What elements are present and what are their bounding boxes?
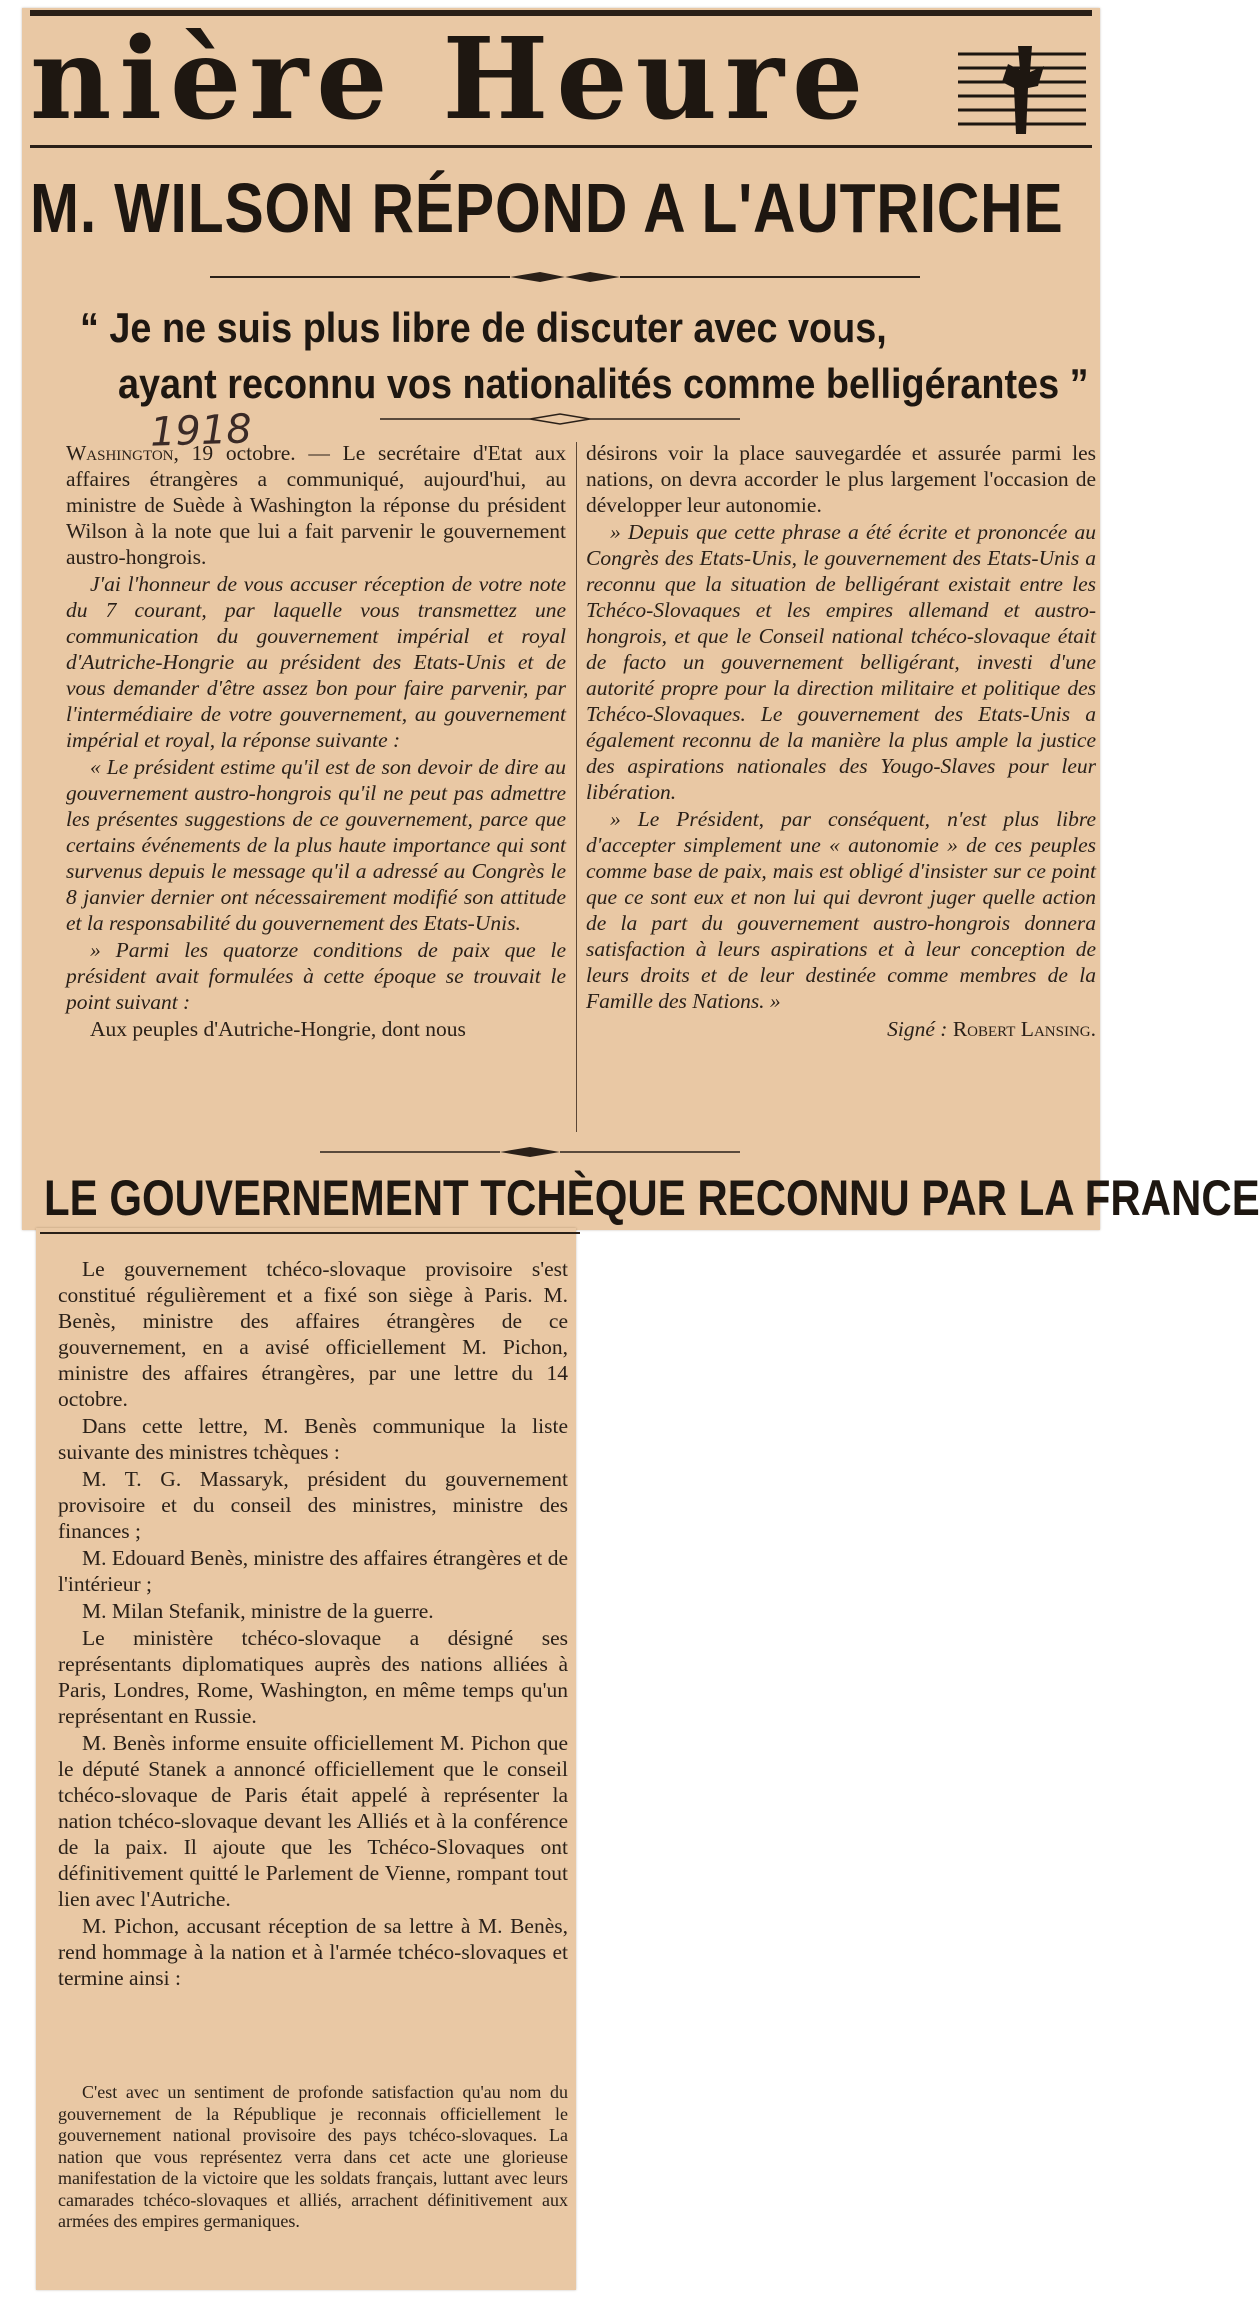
signature: Signé : Robert Lansing. <box>887 1017 1096 1041</box>
article-paragraph: Washington, 19 octobre. — Le secrétaire d'Etat aux affaires étrangères a communiqué, aujourd'hui, au ministre de Suède à Washington la réponse du président Wilson à la note que lui a fait parvenir le gouvernement austro-hongrois. <box>66 441 566 569</box>
second-article-body <box>58 1256 568 2076</box>
article-paragraph: M. Pichon, accusant réception de sa lettre à M. Benès, rend hommage à la nation et à l'armée tchéco-slovaques et termine ainsi : <box>58 1914 568 1990</box>
masthead <box>30 10 1092 148</box>
article-paragraph: M. Milan Stefanik, ministre de la guerre. <box>82 1599 434 1623</box>
dateline: Washington, <box>66 441 179 465</box>
article-column-right <box>586 440 1096 1120</box>
article-paragraph: M. Edouard Benès, ministre des affaires étrangères et de l'intérieur ; <box>58 1546 568 1596</box>
article-paragraph: M. T. G. Massaryk, président du gouvernement provisoire et du conseil des ministres, ministre des finances ; <box>58 1467 568 1543</box>
article-paragraph: » Depuis que cette phrase a été écrite et prononcée au Congrès des Etats-Unis, le gouvernement des Etats-Unis a reconnu que la situation de belligérant existait entre les Tchéco-Slovaques et les empires allemand et austro-hongrois, et que le Conseil national tchéco-slovaque était de facto un gouvernement belligérant, investi d'une autorité propre pour la direction militaire et politique des Tchéco-Slovaques. Le gouvernement des Etats-Unis a également reconnu de la manière la plus ample la justice des aspirations nationales des Yougo-Slaves pour leur libération. <box>586 520 1096 804</box>
handwritten-year: 1918 <box>149 406 253 456</box>
second-article-quote <box>58 2082 568 2282</box>
article-paragraph: désirons voir la place sauvegardée et assurée parmi les nations, on devra accorder le plus largement l'occasion de développer leur autonomie. <box>586 441 1096 517</box>
headline-rule <box>40 1232 580 1234</box>
masthead-logo-icon <box>958 42 1086 138</box>
article-column-left <box>66 440 566 1130</box>
column-divider <box>576 442 577 1132</box>
masthead-title: nière Heure <box>30 14 872 145</box>
article-paragraph: Le gouvernement tchéco-slovaque provisoire s'est constitué régulièrement et a fixé son siège à Paris. M. Benès, ministre des affaires étrangères de ce gouvernement, en a avisé officiellement M. Pichon, ministre des affaires étrangères, par une lettre du 14 octobre. <box>58 1257 568 1411</box>
second-article-headline: LE GOUVERNEMENT TCHÈQUE RECONNU PAR LA FRANCE <box>44 1170 1260 1226</box>
divider-ornament-small <box>380 412 740 426</box>
divider-ornament-bottom <box>320 1146 740 1158</box>
divider-ornament <box>210 270 920 284</box>
article-paragraph: » Parmi les quatorze conditions de paix que le président avait formulées à cette époque se trouvait le point suivant : <box>66 938 566 1014</box>
article-paragraph: « Le président estime qu'il est de son devoir de dire au gouvernement austro-hongrois qu'il ne peut pas admettre les présentes suggestions de ce gouvernement, parce que certains événements de la plus haute importance qui sont survenus depuis le message qu'il a adressé au Congrès le 8 janvier dernier ont nécessairement modifié son attitude et la responsabilité du gouvernement des Etats-Unis. <box>66 755 566 935</box>
quote-paragraph: C'est avec un sentiment de profonde satisfaction qu'au nom du gouvernement de la République je reconnais officiellement le gouvernement national provisoire des pays tchéco-slovaques. La nation que vous représentez verra dans cet acte une glorieuse manifestation de la victoire que les soldats français, luttant avec leurs camarades tchéco-slovaques et alliés, arrachent définitivement aux armées des empires germaniques. <box>58 2082 568 2231</box>
article-paragraph: Dans cette lettre, M. Benès communique la liste suivante des ministres tchèques : <box>58 1414 568 1464</box>
article-paragraph: Aux peuples d'Autriche-Hongrie, dont nous <box>90 1017 466 1041</box>
article-paragraph: J'ai l'honneur de vous accuser réception de votre note du 7 courant, par laquelle vous transmettez une communication du gouvernement impérial et royal d'Autriche-Hongrie au président des Etats-Unis et de vous demander d'être assez bon pour faire parvenir, par l'intermédiaire de votre gouvernement, au gouvernement impérial et royal, la réponse suivante : <box>66 572 566 752</box>
article-paragraph: » Le Président, par conséquent, n'est plus libre d'accepter simplement une « autonomie » de ces peuples comme base de paix, mais est obligé d'insister sur ce point que ce sont eux et non lui qui devront juger quelle action de la part du gouvernement austro-hongrois donnera satisfaction à leurs aspirations et à leur conception de leurs droits et de leur destinée comme membres de la Famille des Nations. » <box>586 807 1096 1013</box>
article-headline: M. WILSON RÉPOND A L'AUTRICHE <box>30 169 1064 247</box>
article-subhead-line1: “ Je ne suis plus libre de discuter avec vous, <box>80 304 887 351</box>
article-paragraph: Le ministère tchéco-slovaque a désigné ses représentants diplomatiques auprès des nations alliées à Paris, Londres, Rome, Washington, en même temps qu'un représentant en Russie. <box>58 1626 568 1728</box>
article-subhead-line2: ayant reconnu vos nationalités comme belligérantes ” <box>118 360 1089 407</box>
article-paragraph: M. Benès informe ensuite officiellement M. Pichon que le député Stanek a annoncé officiellement que le conseil tchéco-slovaque de Paris était appelé à représenter la nation tchéco-slovaque devant les Alliés et à la conférence de la paix. Il ajoute que les Tchéco-Slovaques ont définitivement quitté le Parlement de Vienne, rompant tout lien avec l'Autriche. <box>58 1731 568 1911</box>
